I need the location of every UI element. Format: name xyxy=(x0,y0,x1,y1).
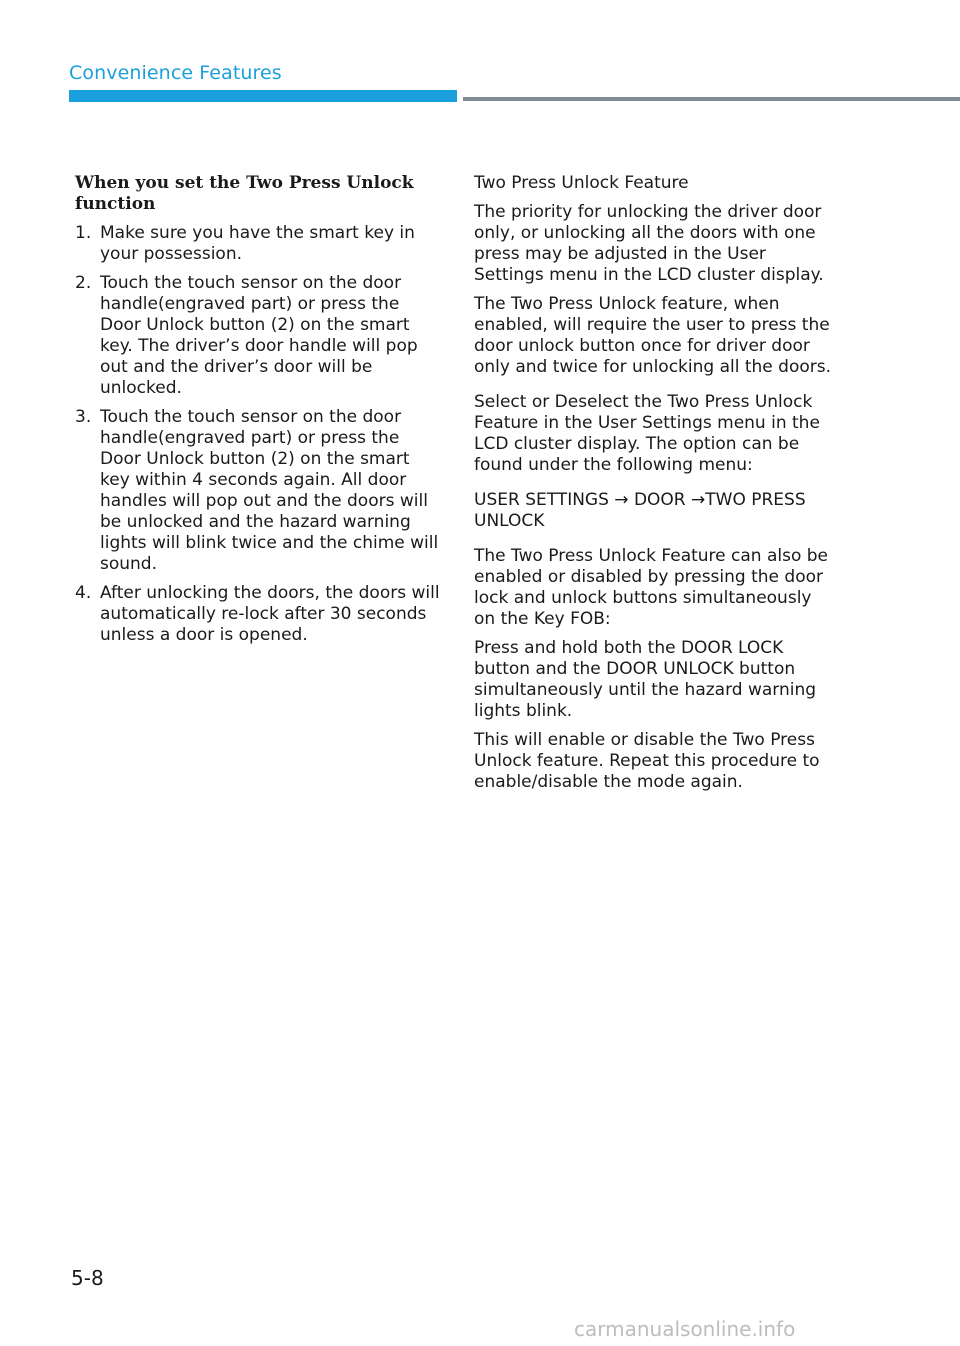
paragraph: The priority for unlocking the driver door only, or unlocking all the doors with one press may be adjusted in the User Settings menu in the LCD cluster display. xyxy=(474,202,824,285)
paragraph: Select or Deselect the Two Press Unlock Feature in the User Settings menu in the LCD cluster display. The option can be found under the following menu: xyxy=(474,392,820,475)
paragraph: The Two Press Unlock feature, when enabled, will require the user to press the door unlock button once for driver door only and twice for unlocking all the doors. xyxy=(474,294,831,377)
section-title: Convenience Features xyxy=(69,62,282,84)
right-column xyxy=(474,173,836,801)
step-text: Touch the touch sensor on the door handle(engraved part) or press the Door Unlock button (2) on the smart key. The driver’s door handle will pop out and the driver’s door will be unlocked. xyxy=(100,273,418,398)
step-text: Touch the touch sensor on the door handle(engraved part) or press the Door Unlock button (2) on the smart key within 4 seconds again. All door handles will pop out and the doors will be unlocked and the hazard warning lights will blink twice and the chime will sound. xyxy=(100,407,439,574)
step-number: 2. xyxy=(75,273,92,293)
page-number: 5-8 xyxy=(71,1266,104,1290)
paragraph: The Two Press Unlock Feature can also be enabled or disabled by pressing the door lock and unlock buttons simultaneously on the Key FOB: xyxy=(474,546,829,629)
step-number: 4. xyxy=(75,583,92,603)
paragraph: This will enable or disable the Two Press Unlock feature. Repeat this procedure to enable/disable the mode again. xyxy=(474,730,820,792)
feature-heading: Two Press Unlock Feature xyxy=(474,173,689,193)
left-column xyxy=(75,173,440,654)
step-text: Make sure you have the smart key in your possession. xyxy=(100,223,415,264)
menu-path: USER SETTINGS → DOOR →TWO PRESS UNLOCK xyxy=(474,490,806,531)
list-item xyxy=(75,223,440,265)
header-rule-gray xyxy=(463,97,960,101)
step-text: After unlocking the doors, the doors will automatically re-lock after 30 seconds unless a door is opened. xyxy=(100,583,440,645)
list-item xyxy=(75,407,440,575)
subheading: When you set the Two Press Unlock function xyxy=(75,173,414,214)
header-rule-blue xyxy=(69,90,457,102)
list-item xyxy=(75,583,440,646)
paragraph: Press and hold both the DOOR LOCK button and the DOOR UNLOCK button simultaneously until the hazard warning lights blink. xyxy=(474,638,817,721)
watermark: carmanualsonline.info xyxy=(574,1317,796,1341)
step-number: 3. xyxy=(75,407,92,427)
step-number: 1. xyxy=(75,223,92,243)
list-item xyxy=(75,273,440,399)
